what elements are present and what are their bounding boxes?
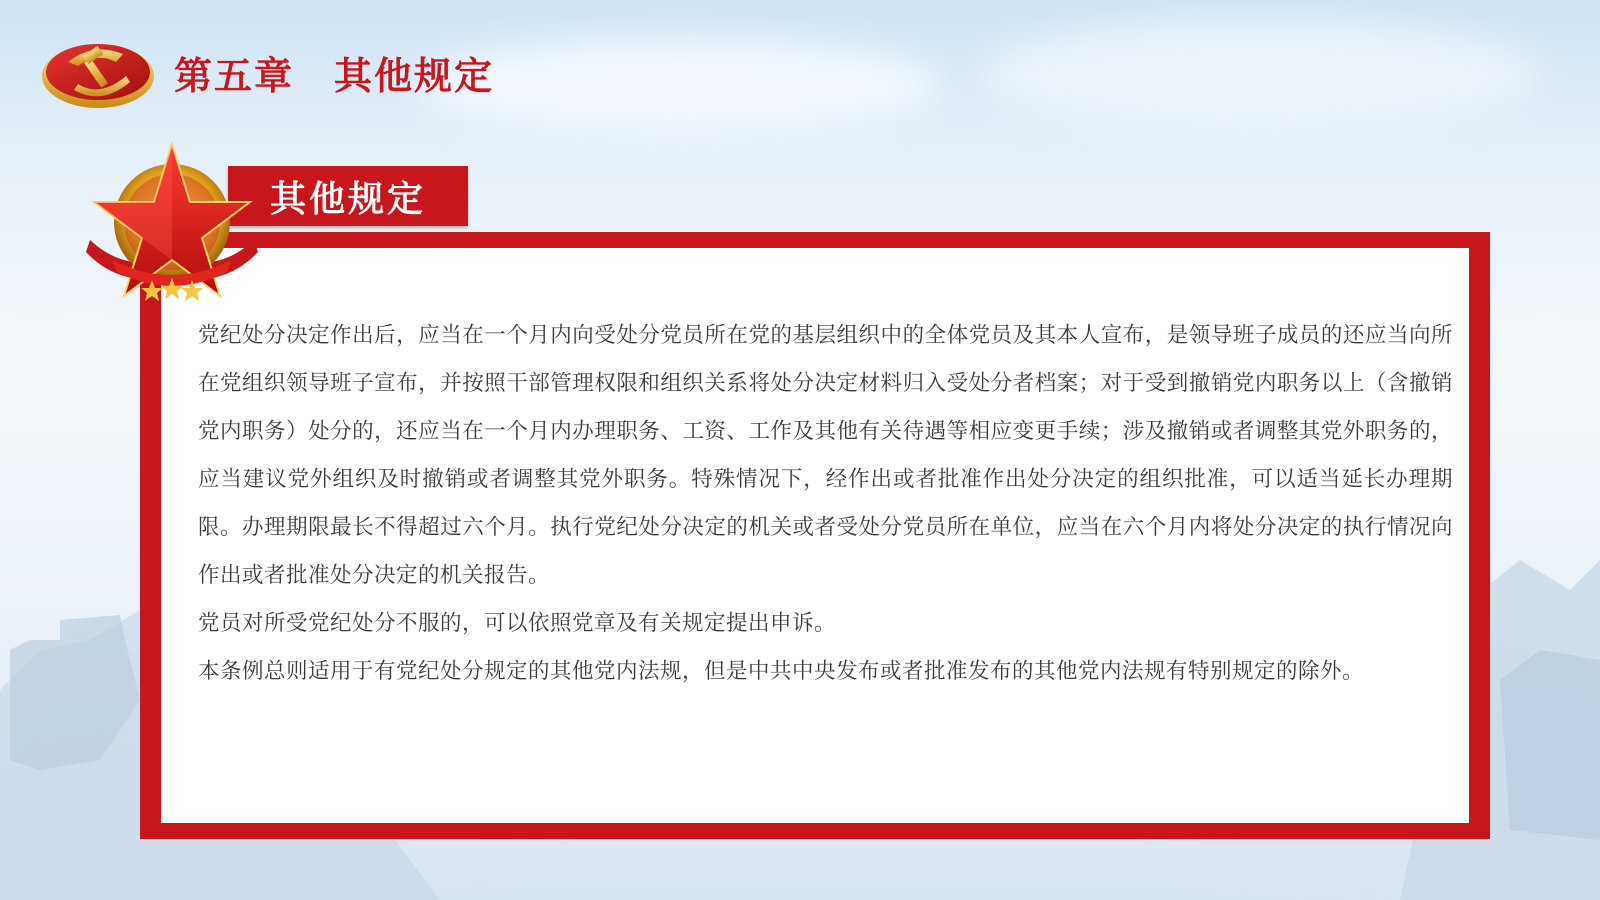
party-emblem-icon — [38, 32, 158, 112]
article-body — [198, 312, 1453, 696]
paragraph: 党员对所受党纪处分不服的，可以依照党章及有关规定提出申诉。 — [198, 611, 837, 636]
section-title: 其他规定 — [228, 166, 468, 226]
paragraph: 党纪处分决定作出后，应当在一个月内向受处分党员所在党的基层组织中的全体党员及其本人宣布，是领导班子成员的还应当向所在党组织领导班子宣布，并按照干部管理权限和组织关系将处分决定材料归入受处分者档案；对于受到撤销党内职务以上（含撤销党内职务）处分的，还应当在一个月内办理职务、工资、工作及其他有关待遇等相应变更手续；涉及撤销或者调整其党外职务的，应当建议党外组织及时撤销或者调整其党外职务。特殊情况下，经作出或者批准作出处分决定的组织批准，可以适当延长办理期限。办理期限最长不得超过六个月。执行党纪处分决定的机关或者受处分党员所在单位，应当在六个月内将处分决定的执行情况向作出或者批准处分决定的机关报告。 — [198, 323, 1453, 588]
chapter-title: 第五章 其他规定 — [174, 52, 495, 98]
chapter-header — [38, 32, 494, 112]
paragraph: 本条例总则适用于有党纪处分规定的其他党内法规，但是中共中央发布或者批准发布的其他党内法规有特别规定的除外。 — [198, 659, 1365, 684]
star-badge-icon — [82, 140, 262, 305]
